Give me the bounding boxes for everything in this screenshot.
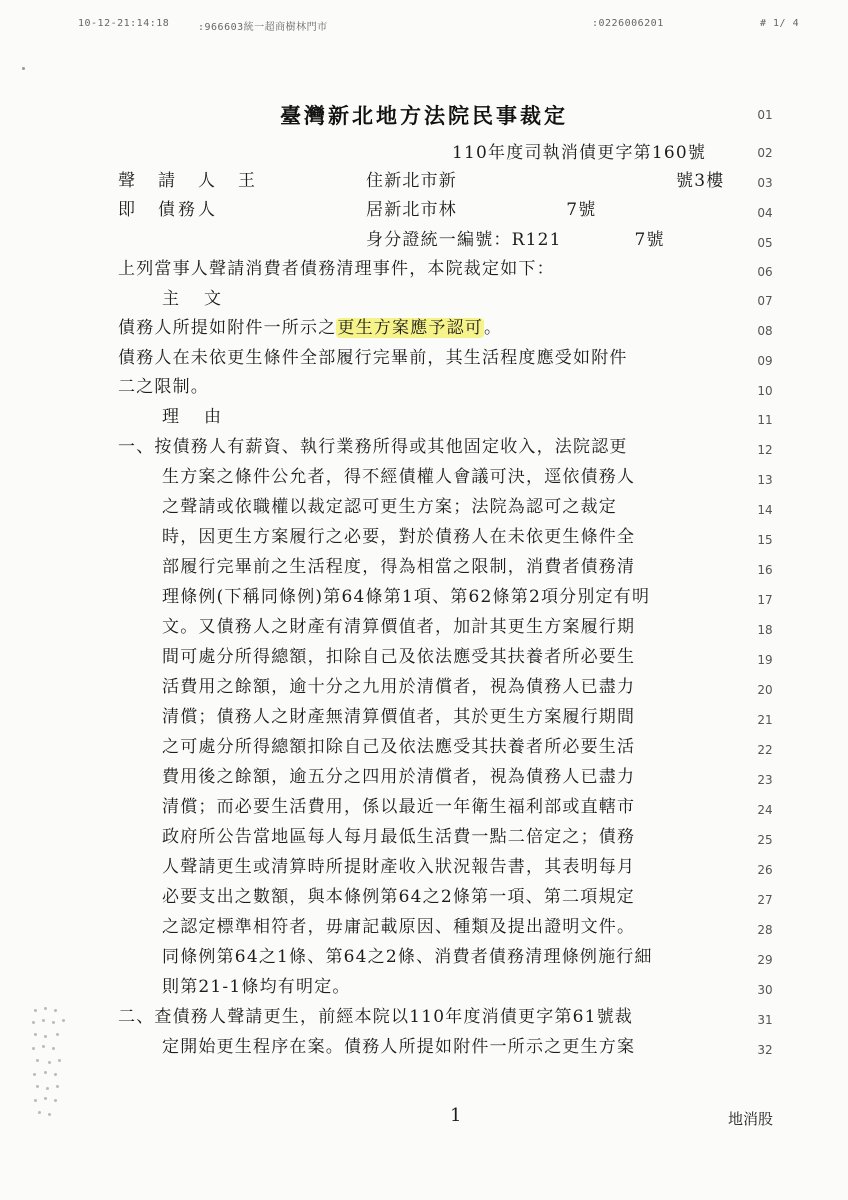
party-applicant-address-tail: 號3樓 [676,171,725,191]
fax-page: # 1/ 4 [760,18,800,29]
body-line: 之可處分所得總額扣除自己及依法應受其扶養者所必要生活 [162,737,636,757]
line-number: 24 [757,803,773,817]
body-line: 理條例(下稱同條例)第64條第1項、第62條第2項分別定有明 [162,587,651,607]
main-ruling-end: 。 [484,318,503,338]
case-number: 110年度司執消債更字第160號 [452,143,707,163]
line-number: 32 [757,1043,773,1057]
body-line: 文。又債務人之財產有清算價值者，加計其更生方案履行期 [162,617,636,637]
document-title: 臺灣新北地方法院民事裁定 [280,103,568,128]
body-line: 部履行完畢前之生活程度，得為相當之限制，消費者債務清 [162,557,636,577]
main-ruling-text: 債務人所提如附件一所示之 [118,318,337,338]
line-number: 26 [757,863,773,877]
body-line: 債務人在未依更生條件全部履行完畢前，其生活程度應受如附件 [118,348,628,368]
line-number: 20 [757,683,773,697]
line-number: 30 [757,983,773,997]
line-number: 10 [757,384,773,398]
line-number: 25 [757,833,773,847]
line-number: 19 [757,653,773,667]
line-number: 15 [757,533,773,547]
line-number: 23 [757,773,773,787]
body-line: 則第21-1條均有明定。 [162,977,351,997]
fax-phone: :0226006201 [592,18,664,29]
fax-datetime: 10-12-21:14:18 [78,18,170,29]
body-line: 間可處分所得總額，扣除自己及依法應受其扶養者所必要生 [162,647,636,667]
ruling-intro: 上列當事人聲請消費者債務清理事件，本院裁定如下： [118,259,555,279]
line-number: 09 [757,354,773,368]
body-line: 時，因更生方案履行之必要，對於債務人在未依更生條件全 [162,527,636,547]
body-line: 人聲請更生或清算時所提財產收入狀況報告書，其表明每月 [162,857,636,877]
body-line: 清償；債務人之財產無清算價值者，其於更生方案履行期間 [162,707,636,727]
line-number: 29 [757,953,773,967]
fax-sender: :966603統一超商樹林門市 [198,22,328,33]
body-line: 之認定標準相符者，毋庸記載原因、種類及提出證明文件。 [162,917,636,937]
line-number: 14 [757,503,773,517]
line-number: 02 [757,146,773,160]
perforation-marks [30,1005,70,1125]
page-number: 1 [450,1105,462,1126]
body-line: 費用後之餘額，逾五分之四用於清償者，視為債務人已盡力 [162,767,636,787]
line-number: 07 [757,294,773,308]
body-line: 政府所公告當地區每人每月最低生活費一點二倍定之；債務 [162,827,636,847]
line-number: 08 [757,324,773,338]
fax-header [0,18,848,34]
body-line: 清償；而必要生活費用，係以最近一年衛生福利部或直轄市 [162,797,636,817]
body-line: 二之限制。 [118,377,209,397]
line-number: 04 [757,206,773,220]
body-line: 生方案之條件公允者，得不經債權人會議可決，逕依債務人 [162,467,636,487]
line-number: 01 [757,108,773,122]
line-number: 21 [757,713,773,727]
body-line: 必要支出之數額，與本條例第64之2條第一項、第二項規定 [162,887,635,907]
party-debtor-address: 居新北市林 7號 [366,200,597,220]
court-unit: 地消股 [728,1110,774,1128]
line-number: 27 [757,893,773,907]
line-number: 22 [757,743,773,757]
line-number: 28 [757,923,773,937]
line-number: 13 [757,473,773,487]
section-heading-main: 主 文 [162,289,225,309]
body-line: 之聲請或依職權以裁定認可更生方案；法院為認可之裁定 [162,497,617,517]
line-number: 06 [757,265,773,279]
party-id-number: 身分證統一編號：R121 7號 [366,230,665,250]
body-line: 活費用之餘額，逾十分之九用於清償者，視為債務人已盡力 [162,677,636,697]
line-number: 05 [757,236,773,250]
line-number: 31 [757,1013,773,1027]
line-number: 17 [757,593,773,607]
body-line: 一、按債務人有薪資、執行業務所得或其他固定收入，法院認更 [118,437,628,457]
body-line: 定開始更生程序在案。債務人所提如附件一所示之更生方案 [162,1037,636,1057]
line-number: 03 [757,176,773,190]
line-number: 16 [757,563,773,577]
line-number: 11 [757,413,773,427]
line-number: 12 [757,443,773,457]
party-debtor-label: 即 債務人 [118,200,218,220]
body-line: 同條例第64之1條、第64之2條、消費者債務清理條例施行細 [162,947,653,967]
scan-speck [22,67,25,70]
party-applicant-label: 聲 請 人 王 [118,171,258,191]
highlighted-ruling: 更生方案應予認可 [337,318,484,338]
party-applicant-address: 住新北市新 [366,171,457,191]
line-number: 18 [757,623,773,637]
section-heading-reasons: 理 由 [162,407,225,427]
main-ruling-line [118,317,502,339]
body-line: 二、查債務人聲請更生，前經本院以110年度消債更字第61號裁 [118,1007,634,1027]
